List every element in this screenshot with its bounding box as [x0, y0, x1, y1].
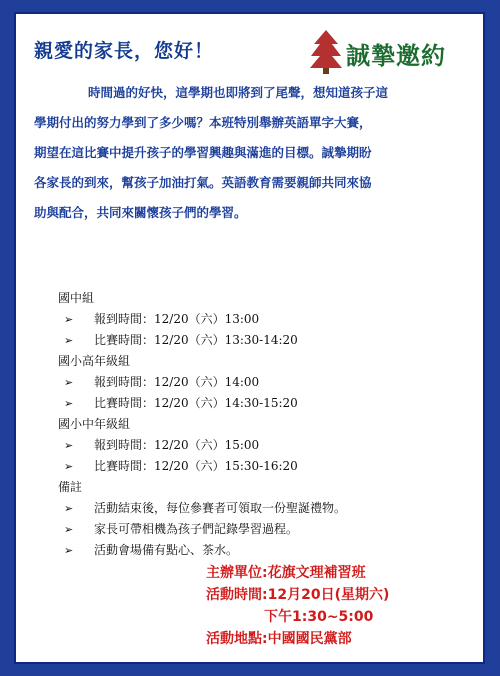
- logo-text: 誠摯邀約: [346, 42, 446, 70]
- checkin-time: 報到時間：12/20（六）13:00: [94, 312, 260, 326]
- event-time: 下午1:30~5:00: [264, 609, 374, 625]
- list-item: [58, 456, 468, 477]
- arrow-bullet-icon: ➢: [64, 334, 74, 347]
- note-item: [58, 498, 468, 519]
- intro-line: 學期付出的努力學到了多少嗎？本班特別舉辦英語單字大賽，: [34, 115, 372, 130]
- list-item: [58, 393, 468, 414]
- note-text: 活動會場備有點心、茶水。: [94, 543, 239, 557]
- list-item: [58, 309, 468, 330]
- arrow-bullet-icon: ➢: [64, 313, 74, 326]
- schedule-list: [58, 288, 468, 561]
- greeting-heading: 親愛的家長，您好！: [34, 40, 215, 62]
- checkin-time: 報到時間：12/20（六）14:00: [94, 375, 260, 389]
- contest-time: 比賽時間：12/20（六）14:30-15:20: [94, 396, 298, 410]
- intro-line: 期望在這比賽中提升孩子的學習興趣與滿進的目標。誠摯期盼: [34, 145, 372, 160]
- list-item: [58, 435, 468, 456]
- intro-line: 助與配合，共同來關懷孩子們的學習。: [34, 205, 247, 220]
- checkin-time: 報到時間：12/20（六）15:00: [94, 438, 260, 452]
- invitation-letter: [14, 12, 485, 664]
- event-place: 活動地點:中國國民黨部: [206, 631, 352, 647]
- intro-paragraph: [34, 78, 474, 228]
- organizer-block: [206, 562, 466, 650]
- notes-title: 備註: [58, 480, 83, 494]
- note-text: 家長可帶相機為孩子們記錄學習過程。: [94, 522, 299, 536]
- list-item: [58, 372, 468, 393]
- arrow-bullet-icon: ➢: [64, 544, 74, 557]
- intro-line: 時間過的好快，這學期也即將到了尾聲，想知道孩子這: [88, 85, 389, 100]
- note-item: [58, 519, 468, 540]
- organizer-host: 主辦單位:花旗文理補習班: [206, 565, 366, 581]
- note-item: [58, 540, 468, 561]
- group-title-middle-elementary: 國小中年級組: [58, 417, 131, 431]
- arrow-bullet-icon: ➢: [64, 397, 74, 410]
- logo: [308, 28, 476, 76]
- arrow-bullet-icon: ➢: [64, 523, 74, 536]
- arrow-bullet-icon: ➢: [64, 502, 74, 515]
- group-title-junior-high: 國中組: [58, 291, 95, 305]
- arrow-bullet-icon: ➢: [64, 460, 74, 473]
- group-title-upper-elementary: 國小高年級組: [58, 354, 131, 368]
- intro-line: 各家長的到來，幫孩子加油打氣。英語教育需要親師共同來協: [34, 175, 372, 190]
- contest-time: 比賽時間：12/20（六）13:30-14:20: [94, 333, 298, 347]
- tree-icon: [308, 28, 344, 74]
- arrow-bullet-icon: ➢: [64, 439, 74, 452]
- note-text: 活動結束後，每位參賽者可領取一份聖誕禮物。: [94, 501, 347, 515]
- contest-time: 比賽時間：12/20（六）15:30-16:20: [94, 459, 298, 473]
- event-date: 活動時間:12月20日(星期六): [206, 587, 390, 603]
- arrow-bullet-icon: ➢: [64, 376, 74, 389]
- list-item: [58, 330, 468, 351]
